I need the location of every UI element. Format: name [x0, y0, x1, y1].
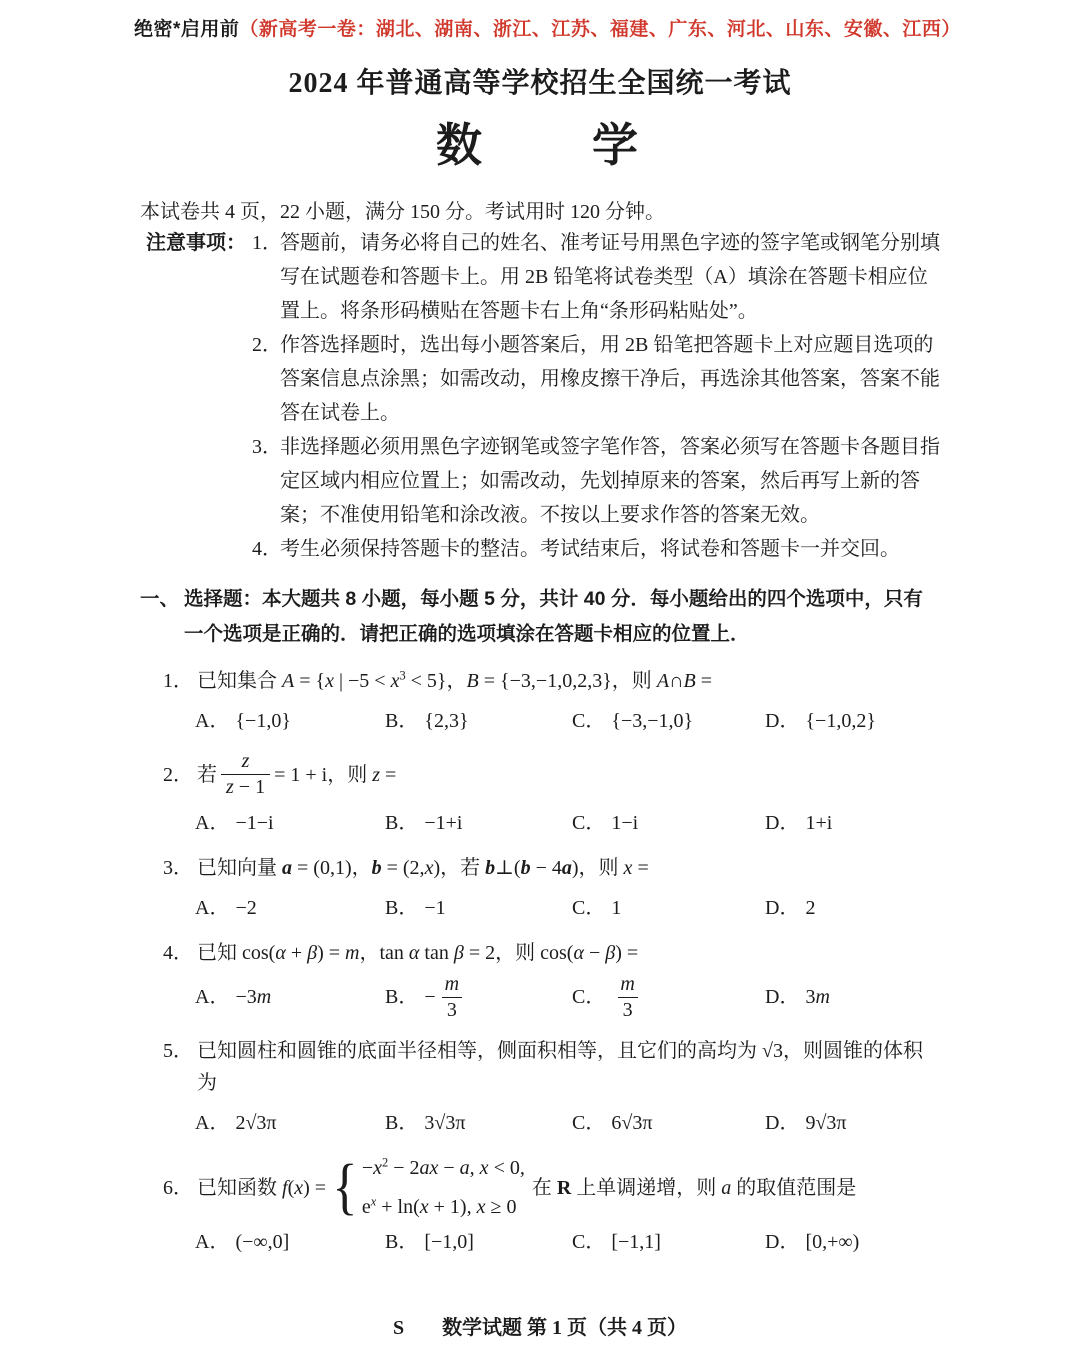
option-value: −3m [235, 986, 272, 1009]
option-c [572, 1108, 765, 1139]
note-item-3 [140, 430, 940, 532]
question-number: 1． [163, 670, 193, 693]
section-number: 一、 [140, 588, 180, 610]
option-value: [−1,1] [611, 1231, 661, 1254]
section-one-heading [140, 582, 940, 652]
page-footer [0, 1311, 1080, 1340]
note-number: 2． [252, 334, 282, 356]
question-2 [140, 750, 940, 839]
question-3 [140, 852, 940, 924]
option-value: {−3,−1,0} [611, 710, 694, 733]
fraction-denominator: 3 [618, 997, 638, 1022]
option-value: 6√3π [611, 1112, 653, 1135]
option-label: B． [385, 812, 419, 835]
option-d [765, 706, 940, 737]
option-label: B． [385, 1112, 419, 1135]
option-b [385, 1108, 572, 1139]
option-value: {−1,0,2} [805, 710, 876, 733]
option-a [195, 706, 385, 737]
option-value: 2 [805, 897, 816, 920]
options-row [195, 808, 940, 839]
option-label: D． [765, 897, 800, 920]
note-text: 作答选择题时，选出每小题答案后，用 2B 铅笔把答题卡上对应题目选项的答案信息点涂黑；如需改动，用橡皮擦干净后，再选涂其他答案，答案不能答在试卷上。 [280, 334, 940, 424]
note-number: 3． [252, 436, 282, 458]
fraction [615, 973, 639, 1022]
note-text: 答题前，请务必将自己的姓名、准考证号用黑色字迹的签字笔或钢笔分别填写在试题卷和答题卡上。用 2B 铅笔将试卷类型（A）填涂在答题卡相应位置上。将条形码横贴在答题卡右上角“条形码粘贴处”。 [280, 232, 940, 322]
option-b [385, 973, 572, 1022]
option-label: C． [572, 986, 606, 1009]
fraction-numerator: m [620, 973, 635, 996]
option-value: [0,+∞) [805, 1231, 860, 1254]
option-value: 3m [805, 986, 830, 1009]
option-d [765, 893, 940, 924]
option-d [765, 973, 940, 1022]
question-stem [140, 750, 940, 799]
options-row [195, 973, 940, 1022]
stem-text: = 1 + i，则 z = [274, 763, 397, 786]
option-label: D． [765, 1112, 800, 1135]
option-label: C． [572, 1231, 606, 1254]
option-label: A． [195, 986, 230, 1009]
option-label: D． [765, 986, 800, 1009]
question-number: 5． [163, 1040, 193, 1063]
fraction-denominator: z − 1 [221, 774, 270, 799]
option-label: A． [195, 1231, 230, 1254]
piecewise-brace: { [332, 1152, 358, 1221]
option-label: D． [765, 710, 800, 733]
paper-info: 本试卷共 4 页，22 小题，满分 150 分。考试用时 120 分钟。 [140, 201, 665, 223]
option-value: 9√3π [805, 1112, 847, 1135]
question-stem [140, 1035, 940, 1099]
option-label: B． [385, 986, 419, 1009]
option-c [572, 973, 765, 1022]
stem-text: 已知圆柱和圆锥的底面半径相等，侧面积相等，且它们的高均为 √3，则圆锥的体积为 [197, 1040, 923, 1095]
note-item-2 [140, 328, 940, 430]
option-c [572, 706, 765, 737]
fraction-numerator: m [444, 973, 460, 996]
note-item-1 [140, 226, 940, 328]
option-value: 3√3π [424, 1112, 466, 1135]
options-row [195, 1108, 940, 1139]
notes-label: 注意事项： [146, 232, 246, 254]
option-c [572, 893, 765, 924]
option-label: D． [765, 812, 800, 835]
options-row [195, 893, 940, 924]
option-value: −1 [424, 897, 446, 920]
option-label: A． [195, 812, 230, 835]
note-item-4 [140, 532, 940, 566]
classification-label: 绝密*启用前 [134, 19, 240, 40]
option-value: 2√3π [235, 1112, 277, 1135]
option-label: C． [572, 897, 606, 920]
options-row [195, 1227, 940, 1258]
footer-page-text: 数学试题 第 1 页（共 4 页） [442, 1317, 688, 1339]
note-number: 4． [252, 538, 282, 560]
option-label: D． [765, 1231, 800, 1254]
note-text: 非选择题必须用黑色字迹钢笔或签字笔作答，答案必须写在答题卡各题目指定区域内相应位置上；如需改动，先划掉原来的答案，然后再写上新的答案；不准使用铅笔和涂改液。不按以上要求作答的答案无效。 [280, 436, 940, 526]
notes-section [140, 226, 940, 566]
footer-code: S [392, 1317, 405, 1339]
option-value: −1−i [235, 812, 274, 835]
fraction [221, 750, 270, 799]
fraction-numerator: z [241, 750, 250, 773]
option-value: 1 [611, 897, 622, 920]
option-value: −1+i [424, 812, 463, 835]
option-b [385, 893, 572, 924]
option-a [195, 1108, 385, 1139]
fraction [440, 973, 464, 1022]
option-value: 1−i [611, 812, 639, 835]
stem-text: 已知向量 a = (0,1)，b = (2,x)，若 b⊥(b − 4a)，则 x = [197, 857, 649, 880]
option-label: B． [385, 897, 419, 920]
question-stem [140, 852, 940, 884]
option-label: A． [195, 710, 230, 733]
stem-text: 已知集合 A = {x | $-5 < x^3 < 5$}，B = {−3,−1,0,2,3}，则 A∩B = [197, 668, 712, 693]
option-label: A． [195, 1112, 230, 1135]
option-label: C． [572, 1112, 606, 1135]
piecewise-cases [362, 1152, 525, 1223]
question-1 [140, 665, 940, 737]
option-label: A． [195, 897, 230, 920]
stem-text: 已知函数 f(x) = [197, 1176, 327, 1199]
option-b [385, 1227, 572, 1258]
option-b [385, 808, 572, 839]
question-stem [140, 665, 940, 697]
option-a [195, 973, 385, 1022]
note-number: 1． [252, 232, 282, 254]
security-header [134, 14, 961, 41]
option-d [765, 1108, 940, 1139]
option-a [195, 808, 385, 839]
stem-text: 若 [197, 763, 217, 786]
option-d [765, 1227, 940, 1258]
option-a [195, 893, 385, 924]
option-value: (−∞,0] [235, 1231, 290, 1254]
question-6 [140, 1152, 940, 1258]
option-label: B． [385, 1231, 419, 1254]
question-number: 6． [163, 1176, 193, 1199]
province-list: （新高考一卷：湖北、湖南、浙江、江苏、福建、广东、河北、山东、安徽、江西） [239, 19, 961, 40]
question-number: 2． [163, 763, 193, 786]
option-label: C． [572, 812, 606, 835]
question-stem [140, 937, 940, 969]
stem-text: 已知 cos(α + β) = m，tan α tan β = 2，则 cos(α − β) = [197, 942, 639, 965]
option-c [572, 808, 765, 839]
exam-title: 2024 年普通高等学校招生全国统一考试 [288, 68, 792, 99]
stem-text: 在 R 上单调递增，则 a 的取值范围是 [531, 1176, 857, 1199]
minus-sign: − [424, 986, 436, 1009]
option-b [385, 706, 572, 737]
options-row [195, 706, 940, 737]
option-label: B． [385, 710, 419, 733]
option-a [195, 1227, 385, 1258]
fraction-denominator: 3 [442, 997, 462, 1022]
subject-title: 数 学 [436, 120, 644, 171]
case-2: $e^x + \ln(x + 1)$, x ≥ 0 [361, 1194, 517, 1219]
section-heading-text: 选择题：本大题共 8 小题，每小题 5 分，共计 40 分．每小题给出的四个选项中，只有一个选项是正确的．请把正确的选项填涂在答题卡相应的位置上． [184, 588, 923, 646]
note-text: 考生必须保持答题卡的整洁。考试结束后，将试卷和答题卡一并交回。 [280, 538, 900, 560]
option-value: {−1,0} [235, 710, 291, 733]
option-value: [−1,0] [424, 1231, 474, 1254]
option-label: C． [572, 710, 606, 733]
question-stem [140, 1152, 940, 1223]
option-value: −2 [235, 897, 257, 920]
case-1: $-x^2 - 2ax - a$, x < 0, [361, 1155, 525, 1180]
option-value: 1+i [805, 812, 833, 835]
question-number: 3． [163, 857, 193, 880]
question-5 [140, 1035, 940, 1139]
option-value: {2,3} [424, 710, 469, 733]
option-c [572, 1227, 765, 1258]
option-d [765, 808, 940, 839]
question-number: 4． [163, 942, 193, 965]
question-4 [140, 937, 940, 1022]
